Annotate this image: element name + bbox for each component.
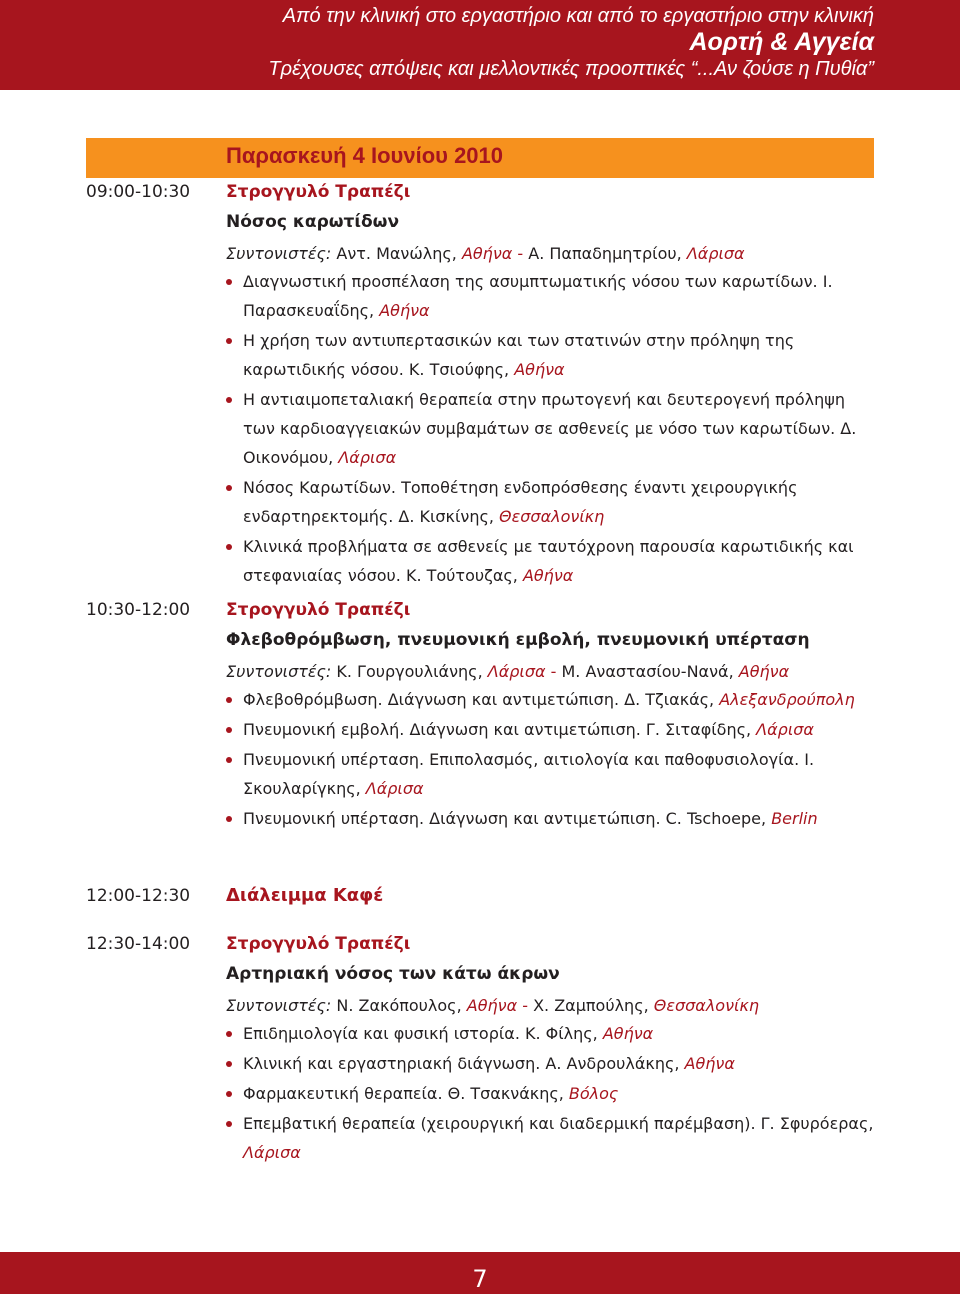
bullet-icon bbox=[226, 544, 232, 550]
session-time: 09:00-10:30 bbox=[86, 182, 191, 202]
talk-text: Η χρήση των αντιυπερτασικών και των στατινών στην πρόληψη της καρωτιδικής νόσου. Κ. Τσιούφης, bbox=[243, 331, 795, 379]
talk-list bbox=[226, 1019, 876, 1167]
coordinator-city: Αθήνα bbox=[738, 662, 790, 681]
coordinator-city: Θεσσαλονίκη bbox=[653, 996, 760, 1015]
coordinator-separator: - bbox=[522, 996, 528, 1015]
talk-text: Η αντιαιμοπεταλιακή θεραπεία στην πρωτογενή και δευτερογενή πρόληψη των καρδιοαγγειακών συμβαμάτων σε ασθενείς με νόσο των καρωτίδων. Δ. Οικονόμου, bbox=[243, 390, 857, 467]
speaker-city: Αθήνα bbox=[684, 1054, 735, 1073]
bullet-icon bbox=[226, 279, 232, 285]
talk-item bbox=[226, 385, 876, 472]
speaker-city: Berlin bbox=[771, 809, 818, 828]
talk-text: Επεμβατική θεραπεία (χειρουργική και διαδερμική παρέμβαση). Γ. Σφυρόερας, bbox=[243, 1114, 874, 1133]
talk-text: Πνευμονική υπέρταση. Διάγνωση και αντιμετώπιση. C. Tschoepe, bbox=[243, 809, 767, 828]
coordinators-label: Συντονιστές: bbox=[226, 244, 332, 263]
talk-item bbox=[226, 267, 876, 325]
talk-item bbox=[226, 685, 876, 714]
coordinator-name: Α. Παπαδημητρίου, bbox=[528, 244, 682, 263]
session-type: Στρογγυλό Τραπέζι bbox=[226, 934, 411, 954]
talk-list bbox=[226, 685, 876, 833]
page-header bbox=[0, 0, 960, 90]
coordinator-name: Μ. Αναστασίου-Νανά, bbox=[561, 662, 734, 681]
talk-item bbox=[226, 1109, 876, 1167]
session-title: Φλεβοθρόμβωση, πνευμονική εμβολή, πνευμονική υπέρταση bbox=[226, 630, 810, 650]
talk-item bbox=[226, 532, 876, 590]
speaker-city: Λάρισα bbox=[243, 1143, 301, 1162]
bullet-icon bbox=[226, 338, 232, 344]
speaker-city: Θεσσαλονίκη bbox=[499, 507, 605, 526]
talk-text: Επιδημιολογία και φυσική ιστορία. Κ. Φίλης, bbox=[243, 1024, 598, 1043]
session-content bbox=[226, 932, 876, 1167]
bullet-icon bbox=[226, 1121, 232, 1127]
coordinator-name: Κ. Γουργουλιάνης, bbox=[336, 662, 483, 681]
talk-text: Πνευμονική εμβολή. Διάγνωση και αντιμετώπιση. Γ. Σιταφίδης, bbox=[243, 720, 752, 739]
talk-text: Νόσος Καρωτίδων. Τοποθέτηση ενδοπρόσθεσης έναντι χειρουργικής ενδαρτηρεκτομής. Δ. Κισκίνης, bbox=[243, 478, 798, 526]
talk-item bbox=[226, 745, 876, 803]
bullet-icon bbox=[226, 485, 232, 491]
page-footer bbox=[0, 1252, 960, 1294]
talk-text: Διαγνωστική προσπέλαση της ασυμπτωματικής νόσου των καρωτίδων. Ι. Παρασκευαΐδης, bbox=[243, 272, 833, 320]
coordinator-city: Αθήνα bbox=[466, 996, 518, 1015]
speaker-city: Λάρισα bbox=[756, 720, 814, 739]
coordinators-label: Συντονιστές: bbox=[226, 996, 332, 1015]
header-line-1: Από την κλινική στο εργαστήριο και από το εργαστήριο στην κλινική bbox=[282, 5, 874, 27]
session-content bbox=[226, 884, 876, 908]
speaker-city: Αθήνα bbox=[514, 360, 565, 379]
talk-item bbox=[226, 1019, 876, 1048]
bullet-icon bbox=[226, 397, 232, 403]
bullet-icon bbox=[226, 757, 232, 763]
coordinator-name: Αντ. Μανώλης, bbox=[336, 244, 457, 263]
session-content bbox=[226, 180, 876, 590]
talk-text: Φλεβοθρόμβωση. Διάγνωση και αντιμετώπιση. Δ. Τζιακάς, bbox=[243, 690, 715, 709]
speaker-city: Αθήνα bbox=[602, 1024, 654, 1043]
talk-item bbox=[226, 1079, 876, 1108]
bullet-icon bbox=[226, 816, 232, 822]
bullet-icon bbox=[226, 1031, 232, 1037]
session-type: Στρογγυλό Τραπέζι bbox=[226, 182, 411, 202]
header-subtitle: Τρέχουσες απόψεις και μελλοντικές προοπτικές “...Αν ζούσε η Πυθία” bbox=[268, 58, 874, 80]
coordinators bbox=[226, 660, 876, 684]
coordinator-name: Χ. Ζαμπούλης, bbox=[533, 996, 649, 1015]
coordinator-city: Λάρισα bbox=[487, 662, 546, 681]
coordinator-city: Αθήνα bbox=[461, 244, 513, 263]
session-title: Αρτηριακή νόσος των κάτω άκρων bbox=[226, 964, 560, 984]
session-time: 12:00-12:30 bbox=[86, 886, 191, 906]
bullet-icon bbox=[226, 1091, 232, 1097]
coordinator-name: Ν. Ζακόπουλος, bbox=[336, 996, 462, 1015]
coordinator-separator: - bbox=[517, 244, 524, 263]
coordinators bbox=[226, 242, 876, 266]
break-title: Διάλειμμα Καφέ bbox=[226, 885, 384, 906]
talk-item bbox=[226, 1049, 876, 1078]
speaker-city: Αθήνα bbox=[379, 301, 430, 320]
coordinators bbox=[226, 994, 876, 1018]
bullet-icon bbox=[226, 727, 232, 733]
session-time: 10:30-12:00 bbox=[86, 600, 191, 620]
bullet-icon bbox=[226, 697, 232, 703]
talk-list bbox=[226, 267, 876, 590]
bullet-icon bbox=[226, 1061, 232, 1067]
day-title: Παρασκευή 4 Ιουνίου 2010 bbox=[226, 143, 504, 168]
session-content bbox=[226, 598, 876, 833]
page-number: 7 bbox=[472, 1265, 488, 1293]
speaker-city: Λάρισα bbox=[338, 448, 397, 467]
header-title: Αορτή & Αγγεία bbox=[689, 28, 874, 56]
talk-text: Πνευμονική υπέρταση. Επιπολασμός, αιτιολογία και παθοφυσιολογία. Ι. Σκουλαρίγκης, bbox=[243, 750, 815, 798]
talk-text: Κλινική και εργαστηριακή διάγνωση. Α. Ανδρουλάκης, bbox=[243, 1054, 680, 1073]
talk-item bbox=[226, 473, 876, 531]
talk-item bbox=[226, 715, 876, 744]
coordinators-label: Συντονιστές: bbox=[226, 662, 332, 681]
speaker-city: Αλεξανδρούπολη bbox=[719, 690, 855, 709]
speaker-city: Βόλος bbox=[568, 1084, 619, 1103]
coordinator-city: Λάρισα bbox=[686, 244, 745, 263]
talk-item bbox=[226, 804, 876, 833]
talk-text: Κλινικά προβλήματα σε ασθενείς με ταυτόχρονη παρουσία καρωτιδικής και στεφανιαίας νόσου. Κ. Τούτουζας, bbox=[243, 537, 854, 585]
speaker-city: Λάρισα bbox=[365, 779, 424, 798]
talk-item bbox=[226, 326, 876, 384]
speaker-city: Αθήνα bbox=[522, 566, 574, 585]
session-title: Νόσος καρωτίδων bbox=[226, 212, 400, 232]
talk-text: Φαρμακευτική θεραπεία. Θ. Τσακνάκης, bbox=[243, 1084, 564, 1103]
session-time: 12:30-14:00 bbox=[86, 934, 191, 954]
coordinator-separator: - bbox=[550, 662, 557, 681]
session-type: Στρογγυλό Τραπέζι bbox=[226, 600, 411, 620]
